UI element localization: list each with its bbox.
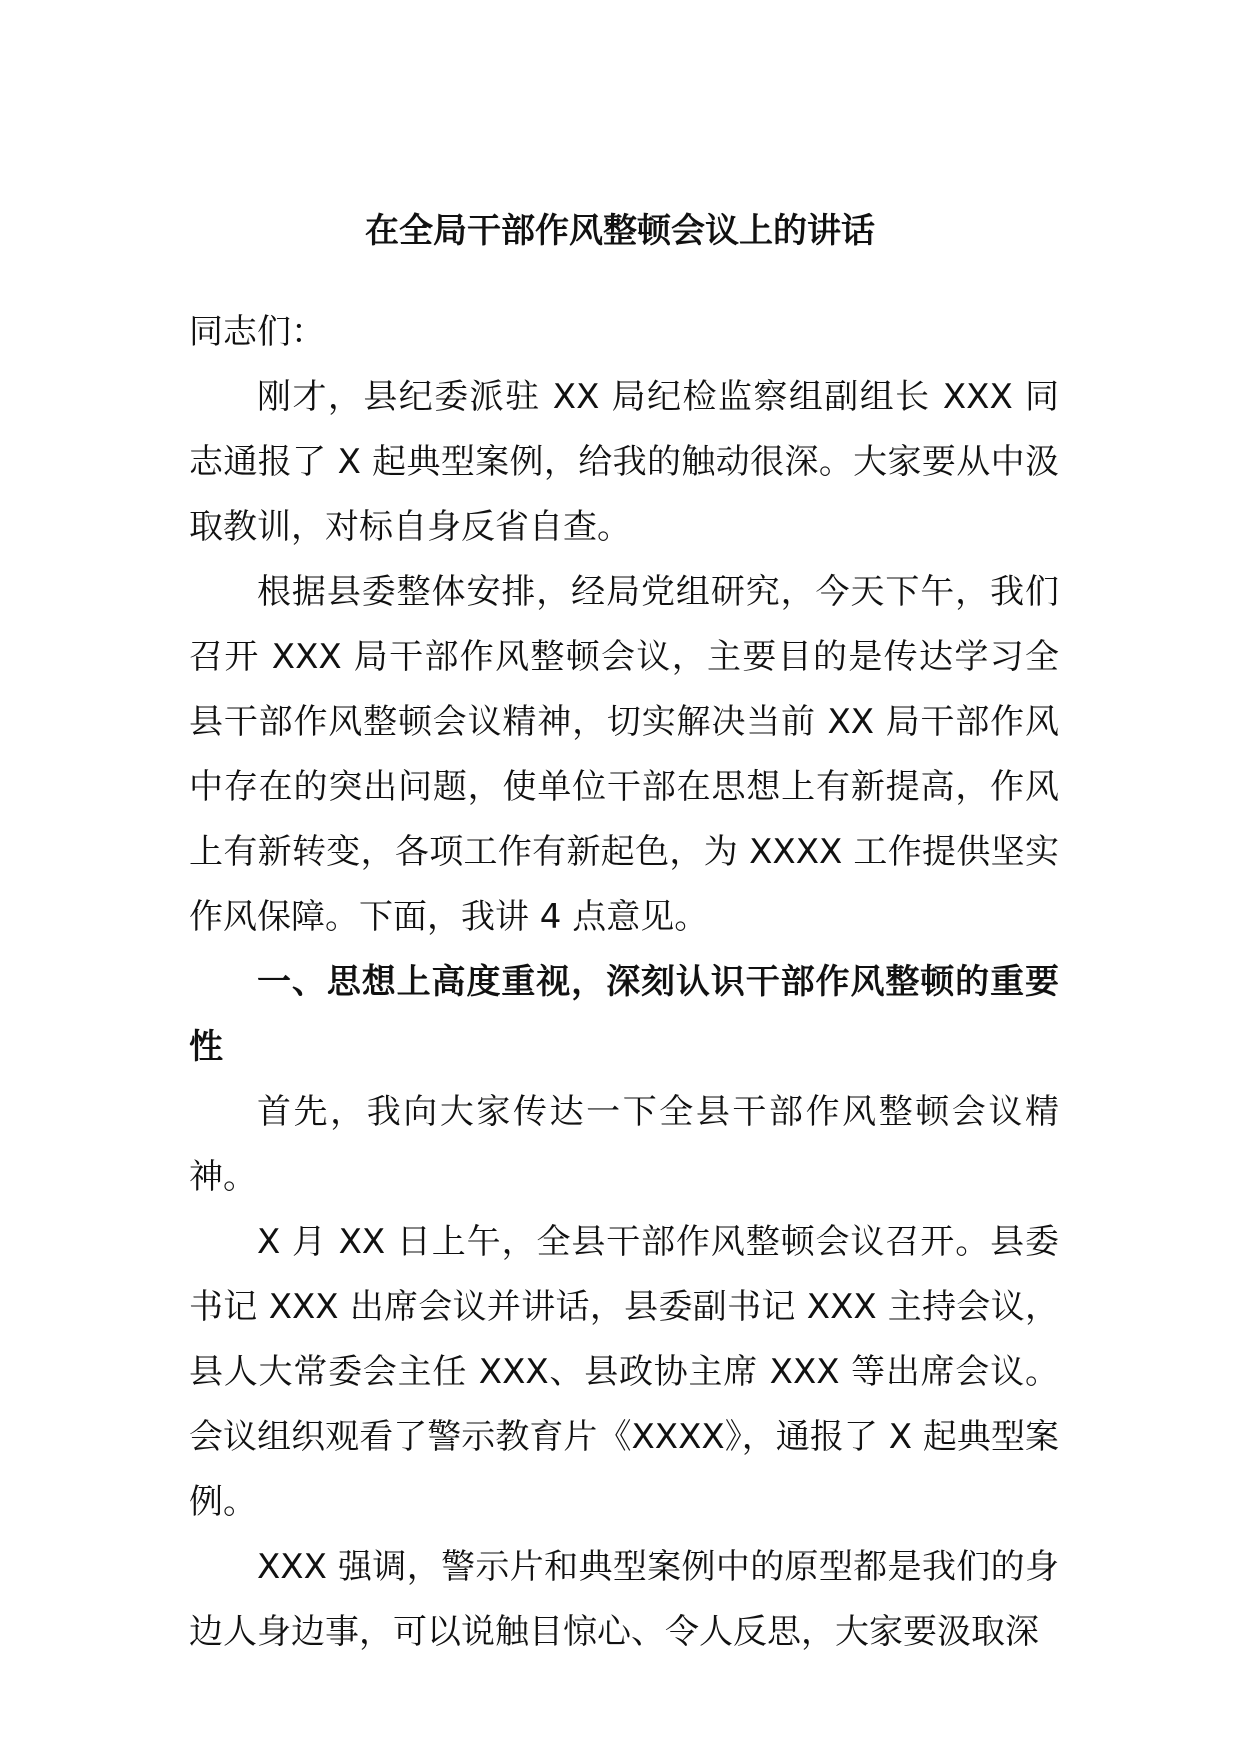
document-title: 在全局干部作风整顿会议上的讲话: [365, 211, 875, 251]
section-heading: 一、思想上高度重视，深刻认识干部作风整顿的重要性: [189, 962, 1059, 1067]
paragraph: 首先，我向大家传达一下全县干部作风整顿会议精神。: [189, 1092, 1059, 1197]
salutation: 同志们：: [189, 312, 325, 352]
paragraph: X 月 XX 日上午，全县干部作风整顿会议召开。县委书记 XXX 出席会议并讲话，县委副书记 XXX 主持会议，县人大常委会主任 XXX、县政协主席 XXX 等出席会议。会议组织观看了警示教育片《XXXX》，通报了 X 起典型案例。: [189, 1222, 1059, 1522]
paragraph: 根据县委整体安排，经局党组研究，今天下午，我们召开 XXX 局干部作风整顿会议，主要目的是传达学习全县干部作风整顿会议精神，切实解决当前 XX 局干部作风中存在的突出问题，使单位干部在思想上有新提高，作风上有新转变，各项工作有新起色，为 XXXX 工作提供坚实作风保障。下面，我讲 4 点意见。: [189, 572, 1059, 937]
document-body: [189, 300, 1059, 1665]
paragraph: 刚才，县纪委派驻 XX 局纪检监察组副组长 XXX 同志通报了 X 起典型案例，给我的触动很深。大家要从中汲取教训，对标自身反省自查。: [189, 377, 1059, 547]
paragraph: XXX 强调，警示片和典型案例中的原型都是我们的身边人身边事，可以说触目惊心、令人反思，大家要汲取深: [189, 1547, 1059, 1652]
